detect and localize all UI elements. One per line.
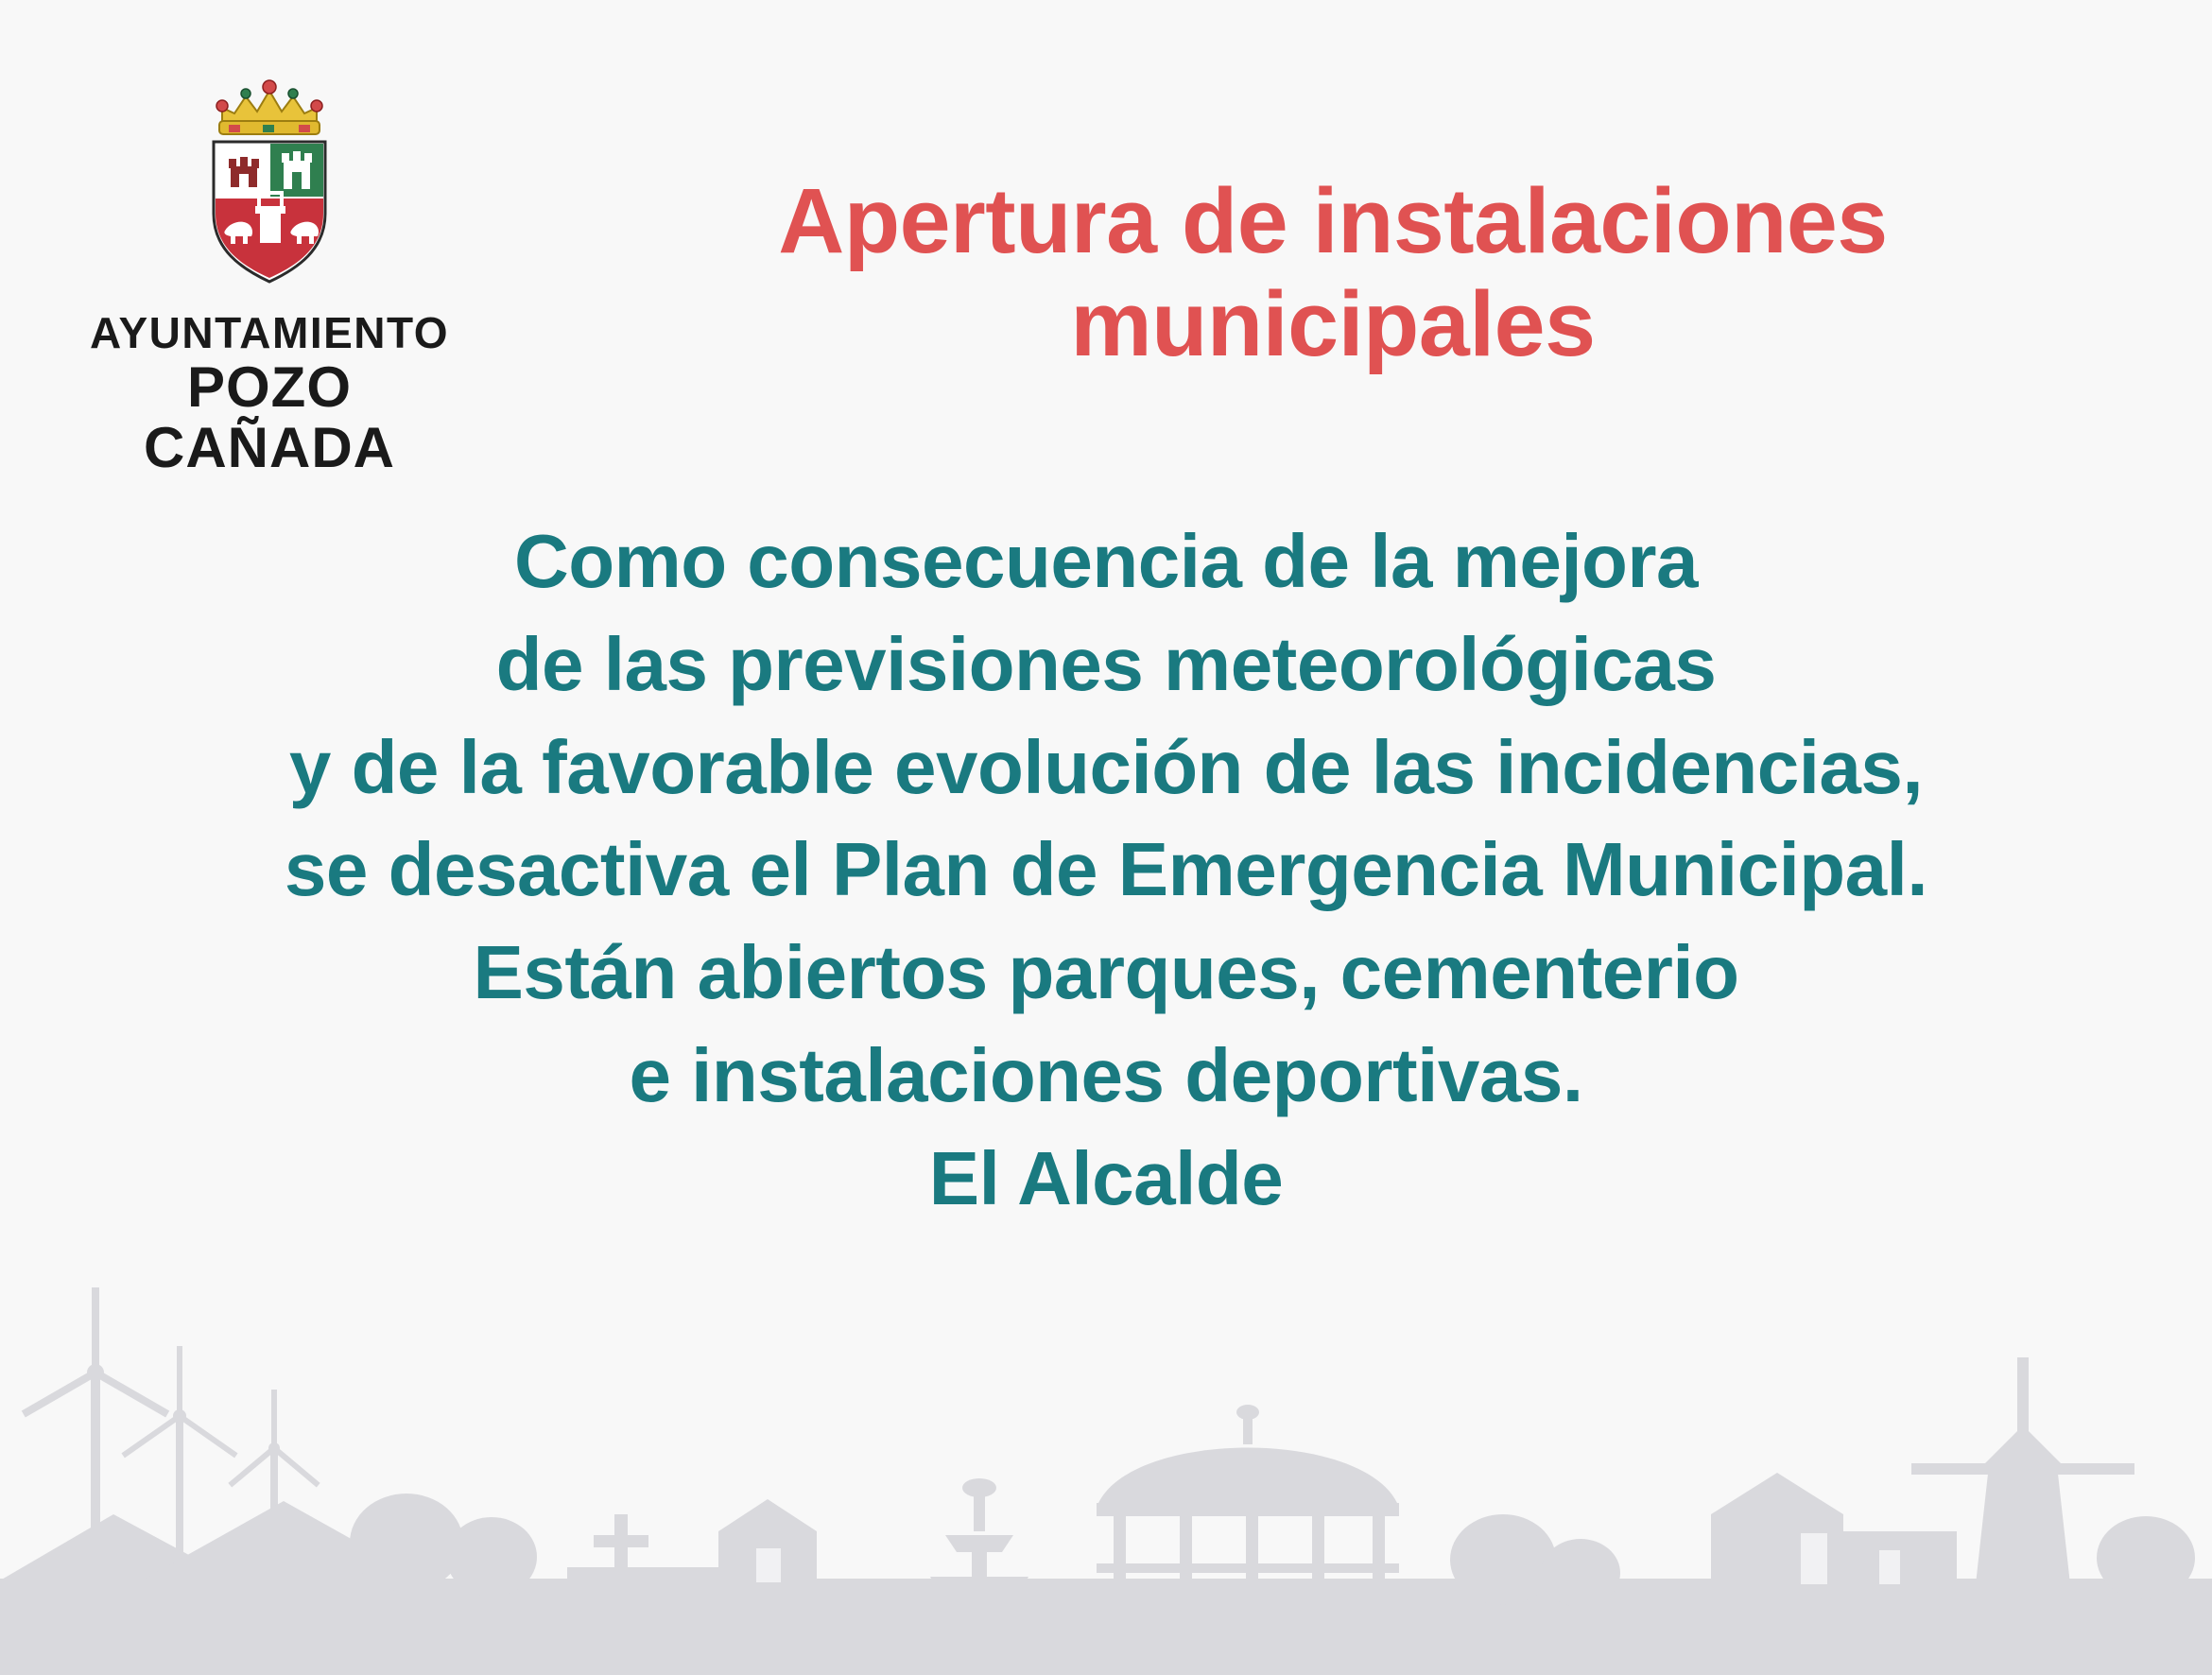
announcement-line: se desactiva el Plan de Emergencia Municipal. bbox=[284, 827, 1928, 912]
municipality-logo bbox=[90, 55, 449, 479]
announcement-line: Están abiertos parques, cementerio bbox=[473, 930, 1739, 1015]
announcement-signature: El Alcalde bbox=[928, 1135, 1284, 1220]
announcement-line: de las previsiones meteorológicas bbox=[495, 621, 1717, 706]
logo-line-ayuntamiento: AYUNTAMIENTO bbox=[90, 308, 450, 357]
announcement-body bbox=[57, 510, 2155, 1231]
page-title: Apertura de instalaciones municipales bbox=[778, 169, 1888, 375]
announcement-line: e instalaciones deportivas. bbox=[629, 1032, 1583, 1117]
town-skyline-silhouette bbox=[0, 1231, 2212, 1675]
announcement-line: Como consecuencia de la mejora bbox=[513, 519, 1699, 603]
logo-line-municipality: POZO CAÑADA bbox=[144, 354, 395, 480]
coat-of-arms-icon bbox=[170, 55, 369, 301]
announcement-line: y de la favorable evolución de las incidencias, bbox=[288, 724, 1924, 809]
